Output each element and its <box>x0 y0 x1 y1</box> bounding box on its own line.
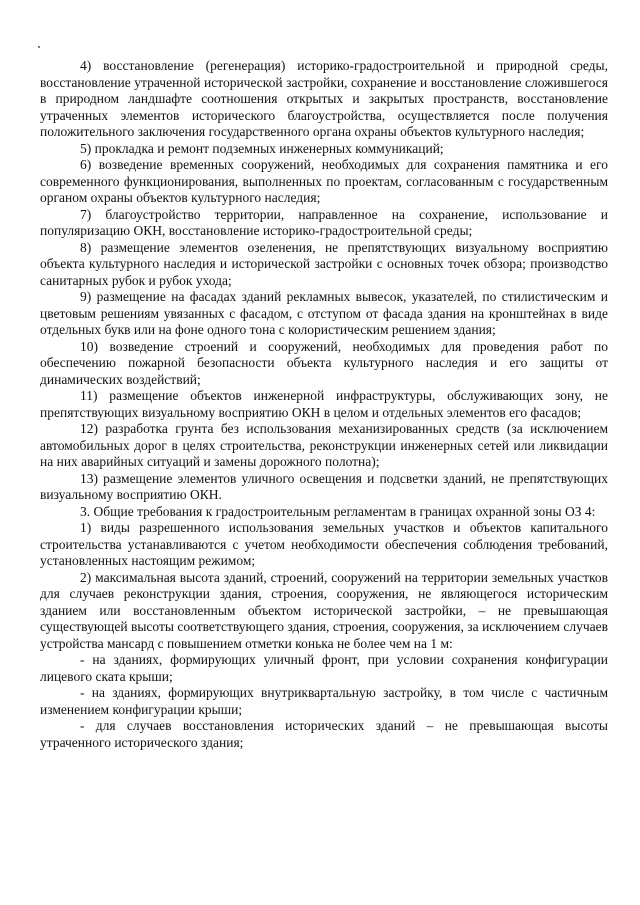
paragraph-item-11: 11) размещение объектов инженерной инфраструктуры, обслуживающих зону, не препятствующих визуальному восприятию ОКН в целом и отдельных элементов его фасадов; <box>40 388 608 420</box>
paragraph-item-9: 9) размещение на фасадах зданий рекламных вывесок, указателей, по стилистическим и цветовым решениям увязанных с фасадом, с отступом от фасада здания на кронштейнах в виде отдельных букв или на фоне одного тона с колористическим решением здания; <box>40 289 608 337</box>
paragraph-item-6: 6) возведение временных сооружений, необходимых для сохранения памятника и его современного функционирования, выполненных по проектам, согласованным с государственным органом охраны объектов культурного наследия; <box>40 157 608 205</box>
dash-item-restoration: - для случаев восстановления исторических зданий – не превышающая высоты утраченного исторического здания; <box>40 718 608 750</box>
paragraph-item-12: 12) разработка грунта без использования механизированных средств (за исключением автомобильных дорог в целях строительства, реконструкции инженерных сетей или ликвидации на них аварийных ситуаций и замены дорожного полотна); <box>40 421 608 469</box>
scan-speck <box>38 46 40 48</box>
requirement-item-1: 1) виды разрешенного использования земельных участков и объектов капитального строительства устанавливаются с учетом необходимости обеспечения соблюдения требований, установленных настоящим режимом; <box>40 520 608 568</box>
dash-item-street-front: - на зданиях, формирующих уличный фронт, при условии сохранения конфигурации лицевого ската крыши; <box>40 652 608 684</box>
paragraph-item-5: 5) прокладка и ремонт подземных инженерных коммуникаций; <box>80 140 444 156</box>
paragraph-item-13: 13) размещение элементов уличного освещения и подсветки зданий, не препятствующих визуальному восприятию ОКН. <box>40 470 608 502</box>
paragraph-item-10: 10) возведение строений и сооружений, необходимых для проведения работ по обеспечению пожарной безопасности объекта культурного наследия и его защиты от динамических воздействий; <box>40 338 608 387</box>
paragraph-item-7: 7) благоустройство территории, направленное на сохранение, использование и популяризацию ОКН, восстановление историко-градостроительной среды; <box>40 206 608 238</box>
section-heading-3: 3. Общие требования к градостроительным регламентам в границах охранной зоны ОЗ 4: <box>80 503 596 519</box>
paragraph-item-4: 4) восстановление (регенерация) историко-градостроительной и природной среды, восстановление утраченной исторической застройки, сохранение и восстановление сложившегося в природном ландшафте соотношения открытых и закрытых пространств, восстановление утраченных элементов исторического благоустройства, осуществляется после получения положительного заключения государственного органа охраны объектов культурного наследия; <box>40 58 608 139</box>
document-page <box>40 58 608 751</box>
requirement-item-2: 2) максимальная высота зданий, строений, сооружений на территории земельных участков для случаев реконструкции здания, строения, сооружения, не являющегося историческим зданием или восстановленным объектом исторической застройки, – не превышающая существующей высоты соответствующего здания, строения, сооружения, за исключением случаев устройства мансард с повышением отметки конька не более чем на 1 м: <box>40 569 608 651</box>
dash-item-inner-block: - на зданиях, формирующих внутриквартальную застройку, в том числе с частичным изменением конфигурации крыши; <box>40 685 608 717</box>
paragraph-item-8: 8) размещение элементов озеленения, не препятствующих визуальному восприятию объекта культурного наследия и исторической застройки с основных точек обзора; производство санитарных рубок и рубок ухода; <box>40 239 608 288</box>
